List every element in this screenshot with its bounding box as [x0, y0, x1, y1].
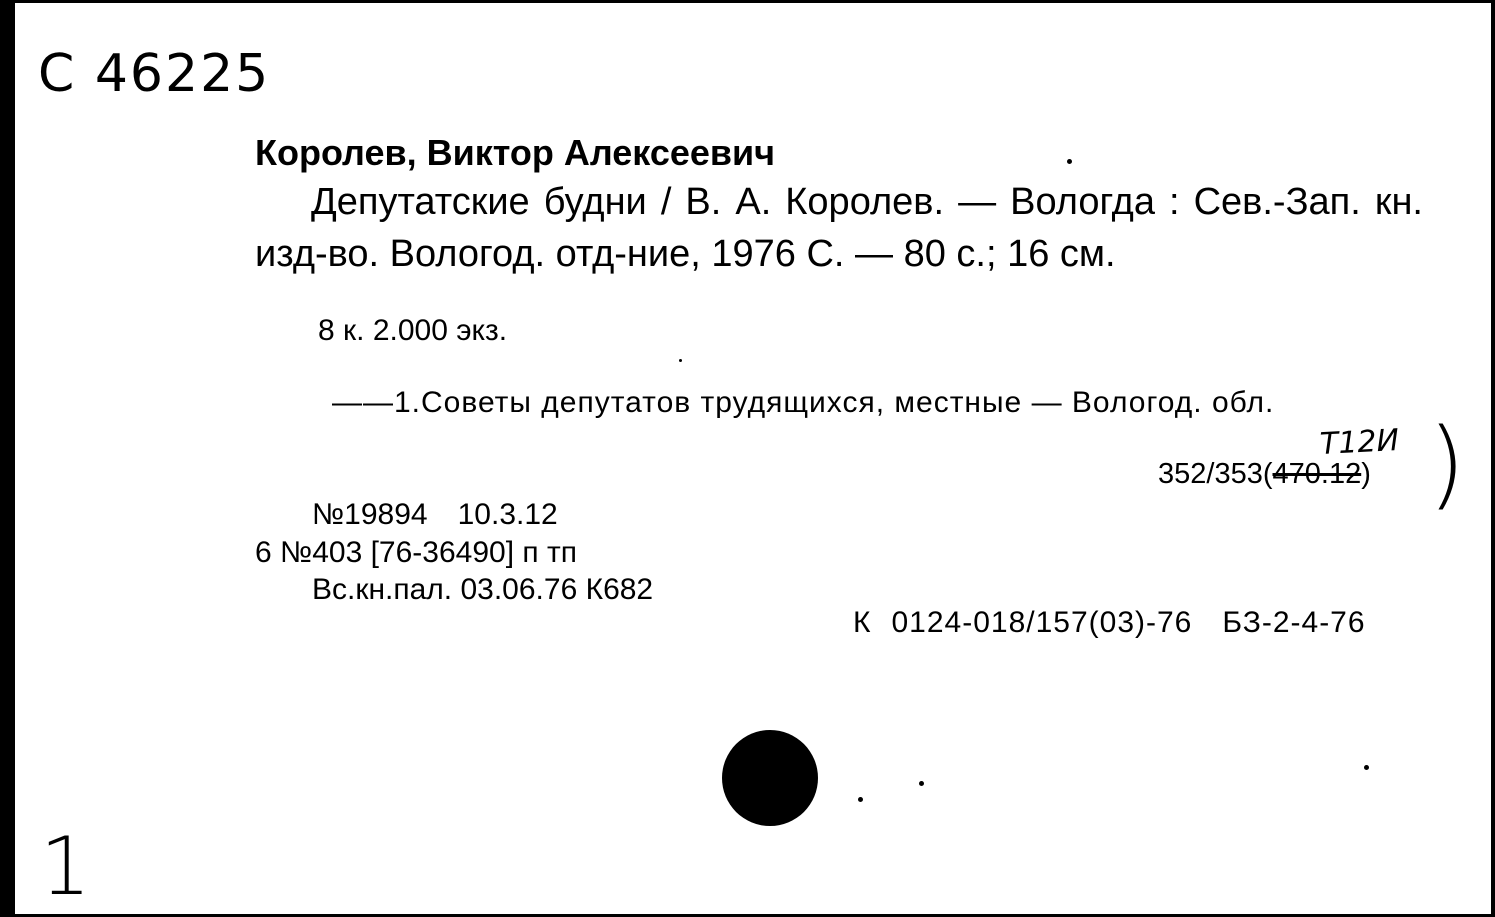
order-line: 6 №403 [76-36490] п тп: [255, 536, 577, 569]
record-number: №19894: [312, 498, 428, 531]
index-code: 0124-018/157(03)-76: [891, 606, 1193, 639]
handwritten-paren: ): [1428, 408, 1466, 520]
classification-value: 352/353: [1158, 458, 1263, 490]
record-line: [312, 498, 558, 532]
speck: [1067, 159, 1072, 164]
scan-edge-top: [0, 0, 1495, 3]
handwritten-card-number: 1: [40, 820, 91, 913]
handwritten-classification: Т12И: [1319, 422, 1400, 463]
speck: [679, 359, 682, 362]
author-heading: Королев, Виктор Алексеевич: [255, 132, 776, 173]
speck: [858, 797, 863, 802]
price-and-print-run: 8 к. 2.000 экз.: [318, 314, 508, 347]
record-code: 10.3.12: [457, 498, 558, 531]
speck: [1364, 765, 1369, 770]
title-statement: Депутатские будни / В. А. Королев. — Вологда : Сев.-Зап. кн. изд-во. Вологод. отд-ние, 1976 С. — 80 с.; 16 см.: [255, 181, 1423, 275]
scan-edge-left: [0, 0, 15, 917]
classification-code: 352/353(470.12): [1158, 458, 1371, 490]
subject-heading: ——1.Советы депутатов трудящихся, местные — Вологод. обл.: [332, 386, 1275, 419]
struck-classification-close: ): [1361, 458, 1371, 490]
punch-hole: [722, 730, 818, 826]
index-bz: БЗ-2-4-76: [1222, 606, 1366, 639]
struck-classification: 470.12: [1272, 458, 1362, 490]
call-number: С 46225: [38, 44, 271, 104]
book-chamber-line: Вс.кн.пал. 03.06.76 К682: [312, 573, 654, 606]
index-line: [853, 606, 1366, 640]
scan-edge-right: [1491, 0, 1495, 917]
speck: [919, 781, 924, 786]
index-k: К: [853, 606, 872, 639]
